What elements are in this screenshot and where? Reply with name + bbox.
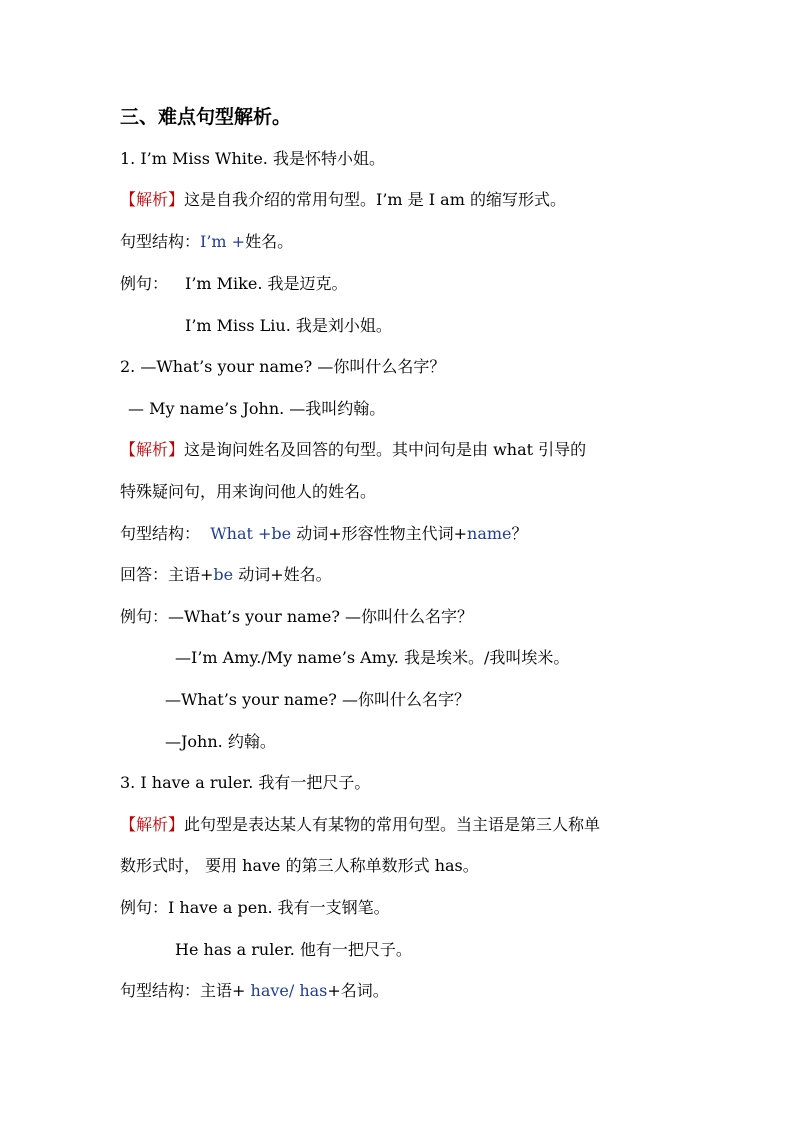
item-2-pattern [120, 524, 528, 544]
item-3-analysis-2: 数形式时， 要用 have 的第三人称单数形式 has。 [120, 856, 479, 875]
item-1-example-2: I’m Miss Liu. 我是刘小姐。 [185, 316, 392, 335]
item-2-analysis-1 [120, 440, 586, 460]
item-2-example-4: —John. 约翰。 [165, 732, 276, 751]
item-3-title: 3. I have a ruler. 我有一把尺子。 [120, 773, 371, 792]
analysis-tag: 【解析】 [120, 190, 185, 209]
pattern-label: 句型结构： [120, 232, 201, 251]
item-1-pattern [120, 232, 293, 252]
pattern-formula: I’m + [200, 232, 246, 251]
example-label: 例句： [120, 898, 169, 917]
pattern-formula-d: ？ [511, 524, 528, 543]
item-3-pattern [120, 981, 389, 1001]
item-2-example-3: —What’s your name? —你叫什么名字？ [165, 690, 470, 709]
item-2-title: 2. —What’s your name? —你叫什么名字？ [120, 357, 446, 376]
item-1-analysis [120, 190, 566, 210]
item-1-example-1: I’m Mike. 我是迈克。 [185, 274, 348, 293]
pattern-formula-b: 动词+形容性物主代词+ [291, 524, 468, 543]
analysis-tag: 【解析】 [120, 815, 185, 834]
item-2-answer: — My name’s John. —我叫约翰。 [128, 399, 386, 418]
reply-rest: 动词+姓名。 [233, 565, 332, 584]
item-3-example-2: He has a ruler. 他有一把尺子。 [175, 940, 412, 959]
analysis-text: 这是询问姓名及回答的句型。其中问句是由 what 引导的 [184, 440, 587, 459]
analysis-text: 这是自我介绍的常用句型。I’m 是 I am 的缩写形式。 [184, 190, 566, 209]
section-heading: 三、难点句型解析。 [120, 106, 292, 128]
item-2-example-2: —I’m Amy./My name’s Amy. 我是埃米。/我叫埃米。 [175, 648, 570, 667]
pattern-label: 句型结构： [120, 524, 201, 543]
analysis-text: 此句型是表达某人有某物的常用句型。当主语是第三人称单 [184, 815, 601, 834]
pattern-formula: have/ has [245, 981, 328, 1000]
analysis-tag: 【解析】 [120, 440, 185, 459]
item-2-example-1 [120, 607, 473, 627]
item-3-example-1 [120, 898, 390, 918]
item-3-analysis-1 [120, 815, 600, 835]
pattern-formula-c: name [467, 524, 512, 543]
item-2-reply [120, 565, 332, 585]
pattern-formula-a: What +be [210, 524, 292, 543]
pattern-rest: 姓名。 [245, 232, 294, 251]
item-1-title: 1. I’m Miss White. 我是怀特小姐。 [120, 149, 385, 168]
pattern-rest: +名词。 [327, 981, 389, 1000]
item-1-example-label: 例句： [120, 274, 169, 293]
example-text: I have a pen. 我有一支钢笔。 [168, 898, 390, 917]
reply-be: be [213, 565, 234, 584]
pattern-label: 句型结构：主语+ [120, 981, 246, 1000]
example-label: 例句： [120, 607, 169, 626]
item-2-analysis-2: 特殊疑问句，用来询问他人的姓名。 [120, 482, 377, 501]
example-text: —What’s your name? —你叫什么名字？ [168, 607, 473, 626]
reply-label: 回答：主语+ [120, 565, 214, 584]
